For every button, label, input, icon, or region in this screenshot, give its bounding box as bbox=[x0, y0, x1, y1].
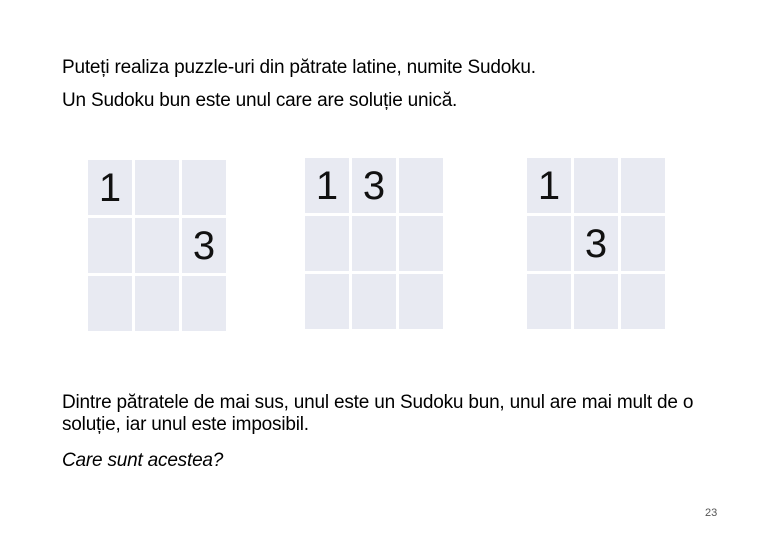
grid1-cell-8 bbox=[135, 276, 179, 331]
grid3-cell-2 bbox=[574, 158, 618, 213]
grid2-cell-7 bbox=[305, 274, 349, 329]
grid2-cell-2: 3 bbox=[352, 158, 396, 213]
grid3-cell-5: 3 bbox=[574, 216, 618, 271]
grid2-cell-8 bbox=[352, 274, 396, 329]
grid2-cell-6 bbox=[399, 216, 443, 271]
grid3-cell-4 bbox=[527, 216, 571, 271]
grid1-cell-9 bbox=[182, 276, 226, 331]
grid1-cell-7 bbox=[88, 276, 132, 331]
intro-line-1: Puteți realiza puzzle-uri din pătrate latine, numite Sudoku. bbox=[62, 57, 536, 78]
page-number: 23 bbox=[705, 507, 718, 519]
question-text: Care sunt acestea? bbox=[62, 450, 224, 471]
intro-line-2: Un Sudoku bun este unul care are soluție unică. bbox=[62, 90, 458, 111]
grid2-cell-3 bbox=[399, 158, 443, 213]
grid1-cell-2 bbox=[135, 160, 179, 215]
grid2-cell-4 bbox=[305, 216, 349, 271]
grid1-cell-6: 3 bbox=[182, 218, 226, 273]
grid2-cell-5 bbox=[352, 216, 396, 271]
sudoku-grid-3 bbox=[527, 158, 665, 329]
grid2-cell-9 bbox=[399, 274, 443, 329]
grid1-cell-4 bbox=[88, 218, 132, 273]
grid3-cell-8 bbox=[574, 274, 618, 329]
sudoku-grid-2 bbox=[305, 158, 443, 329]
grid3-cell-1: 1 bbox=[527, 158, 571, 213]
grid3-cell-9 bbox=[621, 274, 665, 329]
grid2-cell-1: 1 bbox=[305, 158, 349, 213]
explanation-paragraph: Dintre pătratele de mai sus, unul este un Sudoku bun, unul are mai mult de o soluție, iar unul este imposibil. bbox=[62, 392, 694, 435]
grid3-cell-3 bbox=[621, 158, 665, 213]
sudoku-grid-1 bbox=[88, 160, 226, 331]
grid1-cell-5 bbox=[135, 218, 179, 273]
grid3-cell-6 bbox=[621, 216, 665, 271]
grid1-cell-3 bbox=[182, 160, 226, 215]
grid3-cell-7 bbox=[527, 274, 571, 329]
grid1-cell-1: 1 bbox=[88, 160, 132, 215]
